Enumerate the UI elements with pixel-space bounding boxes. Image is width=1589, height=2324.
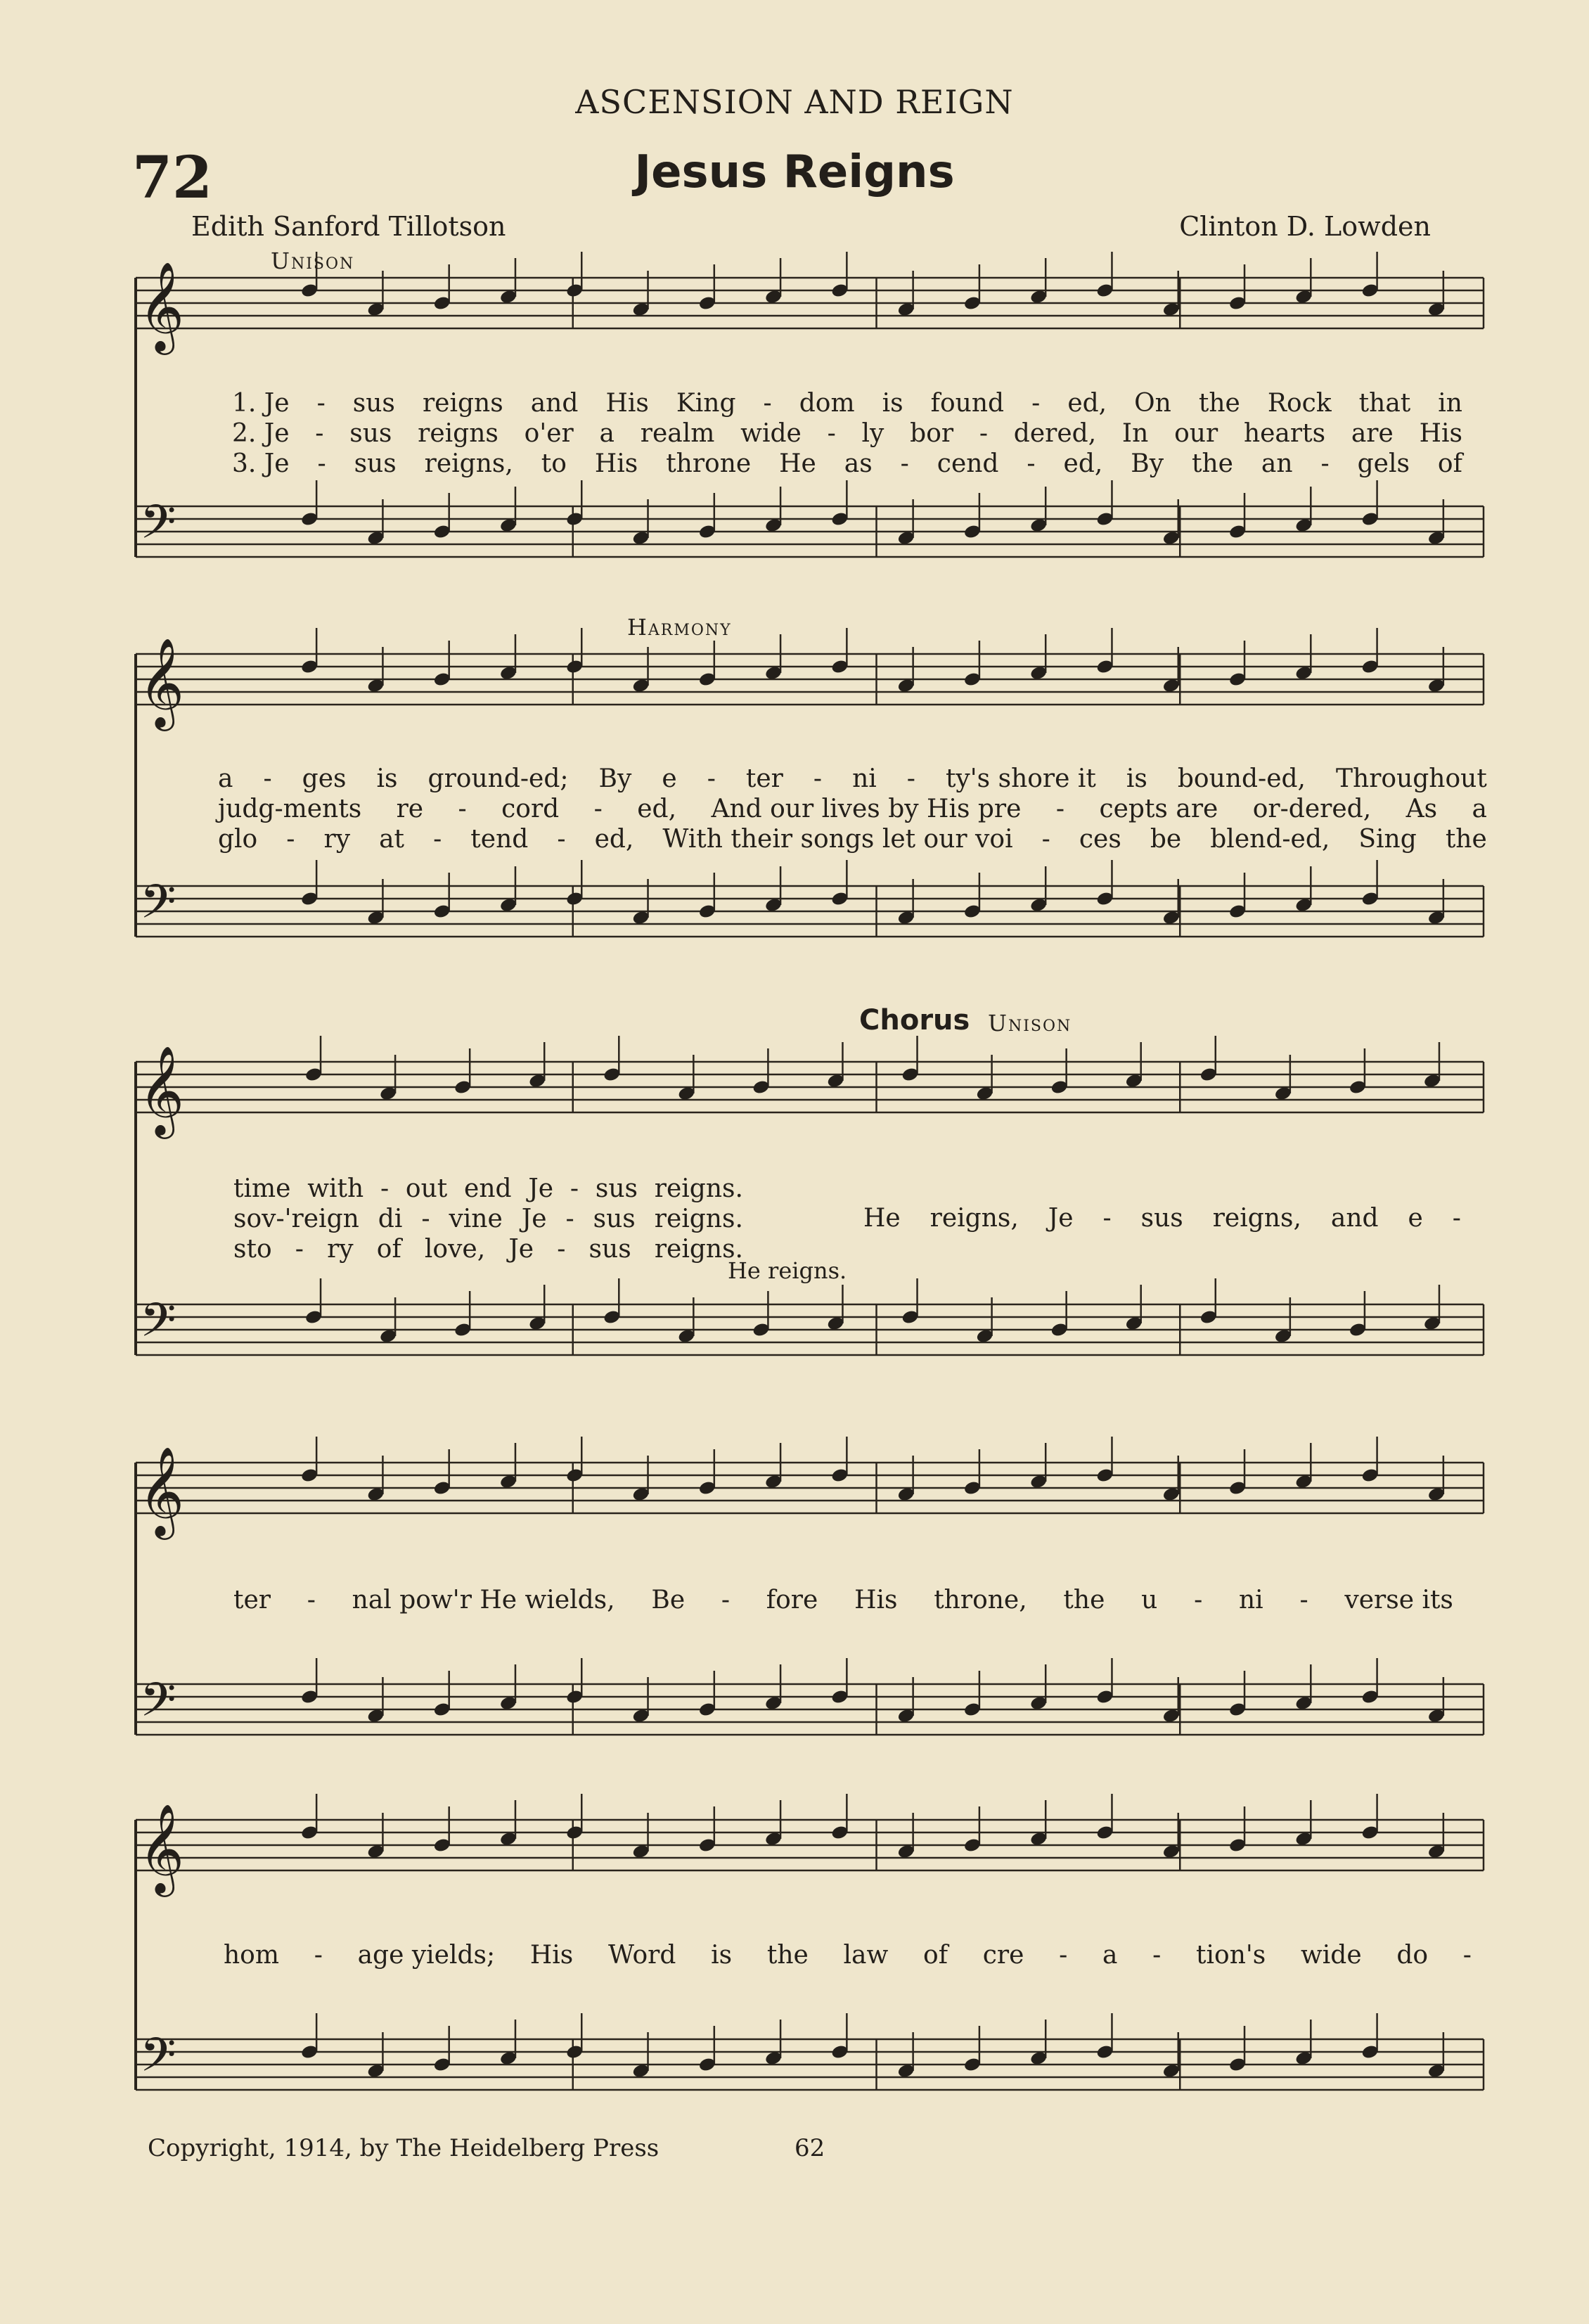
unison-marking: Unison <box>271 248 355 274</box>
lyric-syllable: that <box>1358 389 1411 418</box>
lyric-syllable: or-dered, <box>1252 795 1372 823</box>
lyric-syllable: - <box>979 419 989 448</box>
lyric-syllable: He <box>779 449 816 478</box>
lyric-syllable: the <box>1198 389 1240 418</box>
lyric-syllable: vine <box>449 1205 503 1233</box>
lyric-syllable: and <box>1330 1204 1379 1233</box>
lyric-syllable: - <box>813 764 823 793</box>
lyric-syllable: fore <box>766 1586 818 1614</box>
lyric-syllable: reigns <box>422 389 503 418</box>
lyric-syllable: cord <box>501 795 560 823</box>
lyric-syllable: - <box>1452 1204 1461 1233</box>
lyric-syllable: ni <box>852 764 877 793</box>
lyric-syllable: reigns <box>418 419 498 448</box>
lyric-syllable: throne <box>666 449 752 478</box>
verse2-line <box>233 1205 743 1233</box>
lyric-syllable: love, <box>424 1235 486 1264</box>
lyric-syllable: sus <box>595 1174 638 1203</box>
lyric-syllable: cend <box>937 449 999 478</box>
lyric-syllable: - <box>286 825 295 854</box>
lyric-syllable: sus <box>352 389 395 418</box>
lyric-syllable: of <box>1437 449 1462 478</box>
lyric-syllable: - <box>1055 795 1065 823</box>
verse3-line <box>233 1235 743 1264</box>
lyric-syllable: - <box>1027 449 1036 478</box>
lyric-syllable: law <box>843 1941 889 1970</box>
lyric-syllable: out <box>405 1174 448 1203</box>
lyric-syllable: - <box>900 449 909 478</box>
clef-icon: 𝄞 <box>139 1045 185 1135</box>
lyric-syllable: - <box>1102 1204 1112 1233</box>
lyric-syllable: - <box>906 764 915 793</box>
lyric-syllable: ter <box>745 764 783 793</box>
lyric-syllable: - <box>421 1205 430 1233</box>
lyric-syllable: re <box>396 795 424 823</box>
clef-icon: 𝄢 <box>140 495 176 560</box>
lyric-syllable: He <box>863 1204 901 1233</box>
lyric-syllable: the <box>1063 1586 1105 1614</box>
lyric-syllable: ed, <box>637 795 677 823</box>
lyric-syllable: Be <box>651 1586 686 1614</box>
verse1-line <box>233 1174 743 1203</box>
lyric-syllable: sto <box>233 1235 272 1264</box>
lyric-syllable: a <box>218 764 233 793</box>
lyric-syllable: His <box>605 389 649 418</box>
lyric-syllable: blend-ed, <box>1210 825 1330 854</box>
lyric-syllable: ed, <box>594 825 634 854</box>
lyric-syllable: the <box>766 1941 809 1970</box>
system4-lyrics <box>233 1586 1453 1614</box>
system5-lyrics <box>224 1941 1472 1970</box>
lyric-syllable: - <box>458 795 467 823</box>
chorus-label: Chorus <box>859 1004 970 1036</box>
lyric-syllable: ly <box>861 419 884 448</box>
lyric-syllable: sus <box>588 1235 631 1264</box>
lyric-syllable: - <box>314 1941 323 1970</box>
lyric-syllable: cre <box>982 1941 1024 1970</box>
lyric-syllable: is <box>376 764 398 793</box>
unison-marking-chorus: Unison <box>988 1010 1072 1036</box>
lyric-syllable: age yields; <box>357 1941 496 1970</box>
lyric-syllable: - <box>433 825 442 854</box>
lyric-syllable: time <box>233 1174 291 1203</box>
system3-verse-lyrics <box>233 1174 743 1264</box>
clef-icon: 𝄞 <box>139 1446 185 1536</box>
lyric-syllable: verse its <box>1344 1586 1453 1614</box>
lyric-syllable: - <box>316 389 326 418</box>
verse3-line <box>218 825 1487 854</box>
lyric-syllable: sov-'reign <box>233 1205 359 1233</box>
lyric-syllable: And our lives by His pre <box>711 795 1022 823</box>
lyric-syllable: is <box>711 1941 733 1970</box>
lyric-syllable: sus <box>593 1205 636 1233</box>
lyric-syllable: By <box>1131 449 1164 478</box>
harmony-marking: Harmony <box>627 614 732 641</box>
hymn-number: 72 <box>132 144 213 212</box>
clef-icon: 𝄞 <box>139 1803 185 1893</box>
lyric-syllable: In <box>1121 419 1149 448</box>
clef-icon: 𝄢 <box>140 1673 176 1738</box>
lyric-syllable: - <box>295 1235 304 1264</box>
lyric-syllable: His <box>854 1586 898 1614</box>
lyric-syllable: of <box>923 1941 948 1970</box>
clef-icon: 𝄢 <box>140 2028 176 2093</box>
lyric-syllable: - <box>1152 1941 1162 1970</box>
lyric-syllable: sus <box>354 449 397 478</box>
lyric-syllable: ces <box>1079 825 1121 854</box>
lyric-syllable: - <box>1041 825 1050 854</box>
lyric-syllable: Je <box>1048 1204 1074 1233</box>
verse3-line <box>232 449 1462 478</box>
lyric-syllable: Je <box>521 1205 547 1233</box>
lyric-syllable: found <box>930 389 1005 418</box>
lyric-syllable: ed, <box>1067 389 1107 418</box>
lyric-syllable: di <box>378 1205 403 1233</box>
lyric-syllable: hearts <box>1243 419 1326 448</box>
copyright-notice: Copyright, 1914, by The Heidelberg Press <box>148 2134 660 2162</box>
lyric-syllable: sus <box>1140 1204 1183 1233</box>
lyric-syllable: u <box>1141 1586 1158 1614</box>
lyric-syllable: - <box>557 1235 566 1264</box>
lyric-syllable: - <box>1031 389 1041 418</box>
lyric-syllable: - <box>1059 1941 1068 1970</box>
lyric-syllable: reigns, <box>929 1204 1019 1233</box>
lyric-syllable: is <box>1126 764 1147 793</box>
lyric-syllable: our <box>1174 419 1218 448</box>
lyric-syllable: ni <box>1239 1586 1263 1614</box>
lyric-syllable: a <box>599 419 615 448</box>
lyric-syllable: - <box>307 1586 316 1614</box>
verse1-line <box>232 389 1462 418</box>
lyric-syllable: of <box>376 1235 401 1264</box>
chorus-line <box>233 1586 1453 1614</box>
verse2-line <box>218 795 1487 823</box>
lyric-syllable: - <box>380 1174 390 1203</box>
lyric-syllable: judg-ments <box>218 795 362 823</box>
lyric-syllable: reigns, <box>424 449 513 478</box>
lyric-syllable: - <box>1320 449 1330 478</box>
lyric-syllable: o'er <box>524 419 574 448</box>
chorus-line <box>863 1204 1461 1233</box>
lyric-syllable: - <box>707 764 716 793</box>
lyric-syllable: the <box>1192 449 1233 478</box>
lyric-syllable: throne, <box>934 1586 1027 1614</box>
lyric-syllable: reigns, <box>1212 1204 1301 1233</box>
lyric-syllable: - <box>565 1205 574 1233</box>
lyric-syllable: e <box>1408 1204 1423 1233</box>
lyric-syllable: ty's shore it <box>945 764 1096 793</box>
lyric-syllable: ry <box>327 1235 354 1264</box>
lyric-syllable: do <box>1396 1941 1429 1970</box>
page-number: 62 <box>794 2134 825 2162</box>
lyric-syllable: sus <box>349 419 392 448</box>
lyric-syllable: - <box>317 449 326 478</box>
lyric-syllable: is <box>882 389 903 418</box>
lyric-syllable: King <box>676 389 736 418</box>
lyric-syllable: Je <box>528 1174 554 1203</box>
lyric-syllable: His <box>594 449 638 478</box>
lyric-syllable: bound-ed, <box>1177 764 1306 793</box>
lyric-syllable: bor <box>910 419 954 448</box>
lyric-syllable: realm <box>640 419 715 448</box>
lyric-syllable: - <box>1299 1586 1308 1614</box>
hymn-title: Jesus Reigns <box>634 146 955 198</box>
lyric-syllable: - <box>1462 1941 1472 1970</box>
lyric-syllable: wide <box>740 419 802 448</box>
clef-icon: 𝄞 <box>139 637 185 727</box>
lyric-syllable: gels <box>1357 449 1410 478</box>
lyric-syllable: 1. Je <box>232 389 290 418</box>
lyric-syllable: - <box>721 1586 731 1614</box>
lyric-syllable: Word <box>607 1941 676 1970</box>
section-heading: ASCENSION AND REIGN <box>575 83 1014 121</box>
clef-icon: 𝄢 <box>140 875 176 940</box>
lyric-syllable: Sing <box>1358 825 1417 854</box>
lyric-syllable: 3. Je <box>232 449 290 478</box>
lyric-syllable: nal pow'r He wields, <box>352 1586 615 1614</box>
lyric-syllable: and <box>530 389 579 418</box>
he-reigns-bass-cue: He reigns. <box>728 1257 847 1284</box>
lyric-syllable: - <box>315 419 324 448</box>
lyric-syllable: By <box>598 764 632 793</box>
lyric-syllable: On <box>1134 389 1171 418</box>
lyric-syllable: with <box>307 1174 364 1203</box>
lyric-syllable: at <box>379 825 405 854</box>
verse2-line <box>232 419 1462 448</box>
lyric-syllable: the <box>1445 825 1487 854</box>
lyric-syllable: tion's <box>1196 1941 1266 1970</box>
lyric-syllable: dom <box>799 389 855 418</box>
lyric-syllable: be <box>1150 825 1182 854</box>
system2-lyrics <box>218 764 1487 854</box>
lyric-syllable: tend <box>470 825 529 854</box>
lyric-syllable: Je <box>508 1235 534 1264</box>
lyric-syllable: cepts are <box>1099 795 1218 823</box>
lyric-syllable: end <box>464 1174 512 1203</box>
lyric-syllable: an <box>1261 449 1293 478</box>
lyric-syllable: - <box>557 825 566 854</box>
lyric-syllable: 2. Je <box>232 419 290 448</box>
lyric-syllable: reigns. <box>654 1235 743 1264</box>
lyric-syllable: Rock <box>1267 389 1332 418</box>
lyric-syllable: - <box>763 389 772 418</box>
lyric-syllable: in <box>1438 389 1462 418</box>
lyric-syllable: reigns. <box>654 1174 743 1203</box>
lyric-syllable: reigns. <box>654 1205 743 1233</box>
lyric-syllable: as <box>844 449 873 478</box>
lyric-syllable: As <box>1405 795 1438 823</box>
verse1-line <box>218 764 1487 793</box>
lyric-syllable: e <box>662 764 677 793</box>
lyric-syllable: Throughout <box>1336 764 1487 793</box>
lyric-syllable: - <box>827 419 836 448</box>
lyric-syllable: a <box>1102 1941 1118 1970</box>
lyric-syllable: dered, <box>1013 419 1097 448</box>
lyric-syllable: His <box>529 1941 574 1970</box>
clef-icon: 𝄞 <box>139 261 185 351</box>
lyric-syllable: His <box>1419 419 1462 448</box>
composer-credit: Clinton D. Lowden <box>1179 211 1431 242</box>
lyric-syllable: - <box>1194 1586 1203 1614</box>
lyric-syllable: - <box>263 764 272 793</box>
lyric-syllable: a <box>1472 795 1487 823</box>
chorus-lyrics <box>863 1204 1461 1233</box>
lyric-syllable: glo <box>218 825 258 854</box>
author-credit: Edith Sanford Tillotson <box>191 211 506 242</box>
lyric-syllable: are <box>1351 419 1394 448</box>
lyric-syllable: ed, <box>1063 449 1103 478</box>
lyric-syllable: - <box>570 1174 579 1203</box>
clef-icon: 𝄢 <box>140 1293 176 1359</box>
lyric-syllable: With their songs let our voi <box>662 825 1013 854</box>
lyric-syllable: ter <box>233 1586 271 1614</box>
lyric-syllable: ry <box>323 825 351 854</box>
lyric-syllable: hom <box>224 1941 279 1970</box>
chorus-line <box>224 1941 1472 1970</box>
lyric-syllable: - <box>593 795 603 823</box>
lyric-syllable: ground-ed; <box>427 764 569 793</box>
system1-lyrics <box>232 389 1462 478</box>
lyric-syllable: wide <box>1300 1941 1362 1970</box>
lyric-syllable: to <box>541 449 567 478</box>
lyric-syllable: ges <box>302 764 347 793</box>
